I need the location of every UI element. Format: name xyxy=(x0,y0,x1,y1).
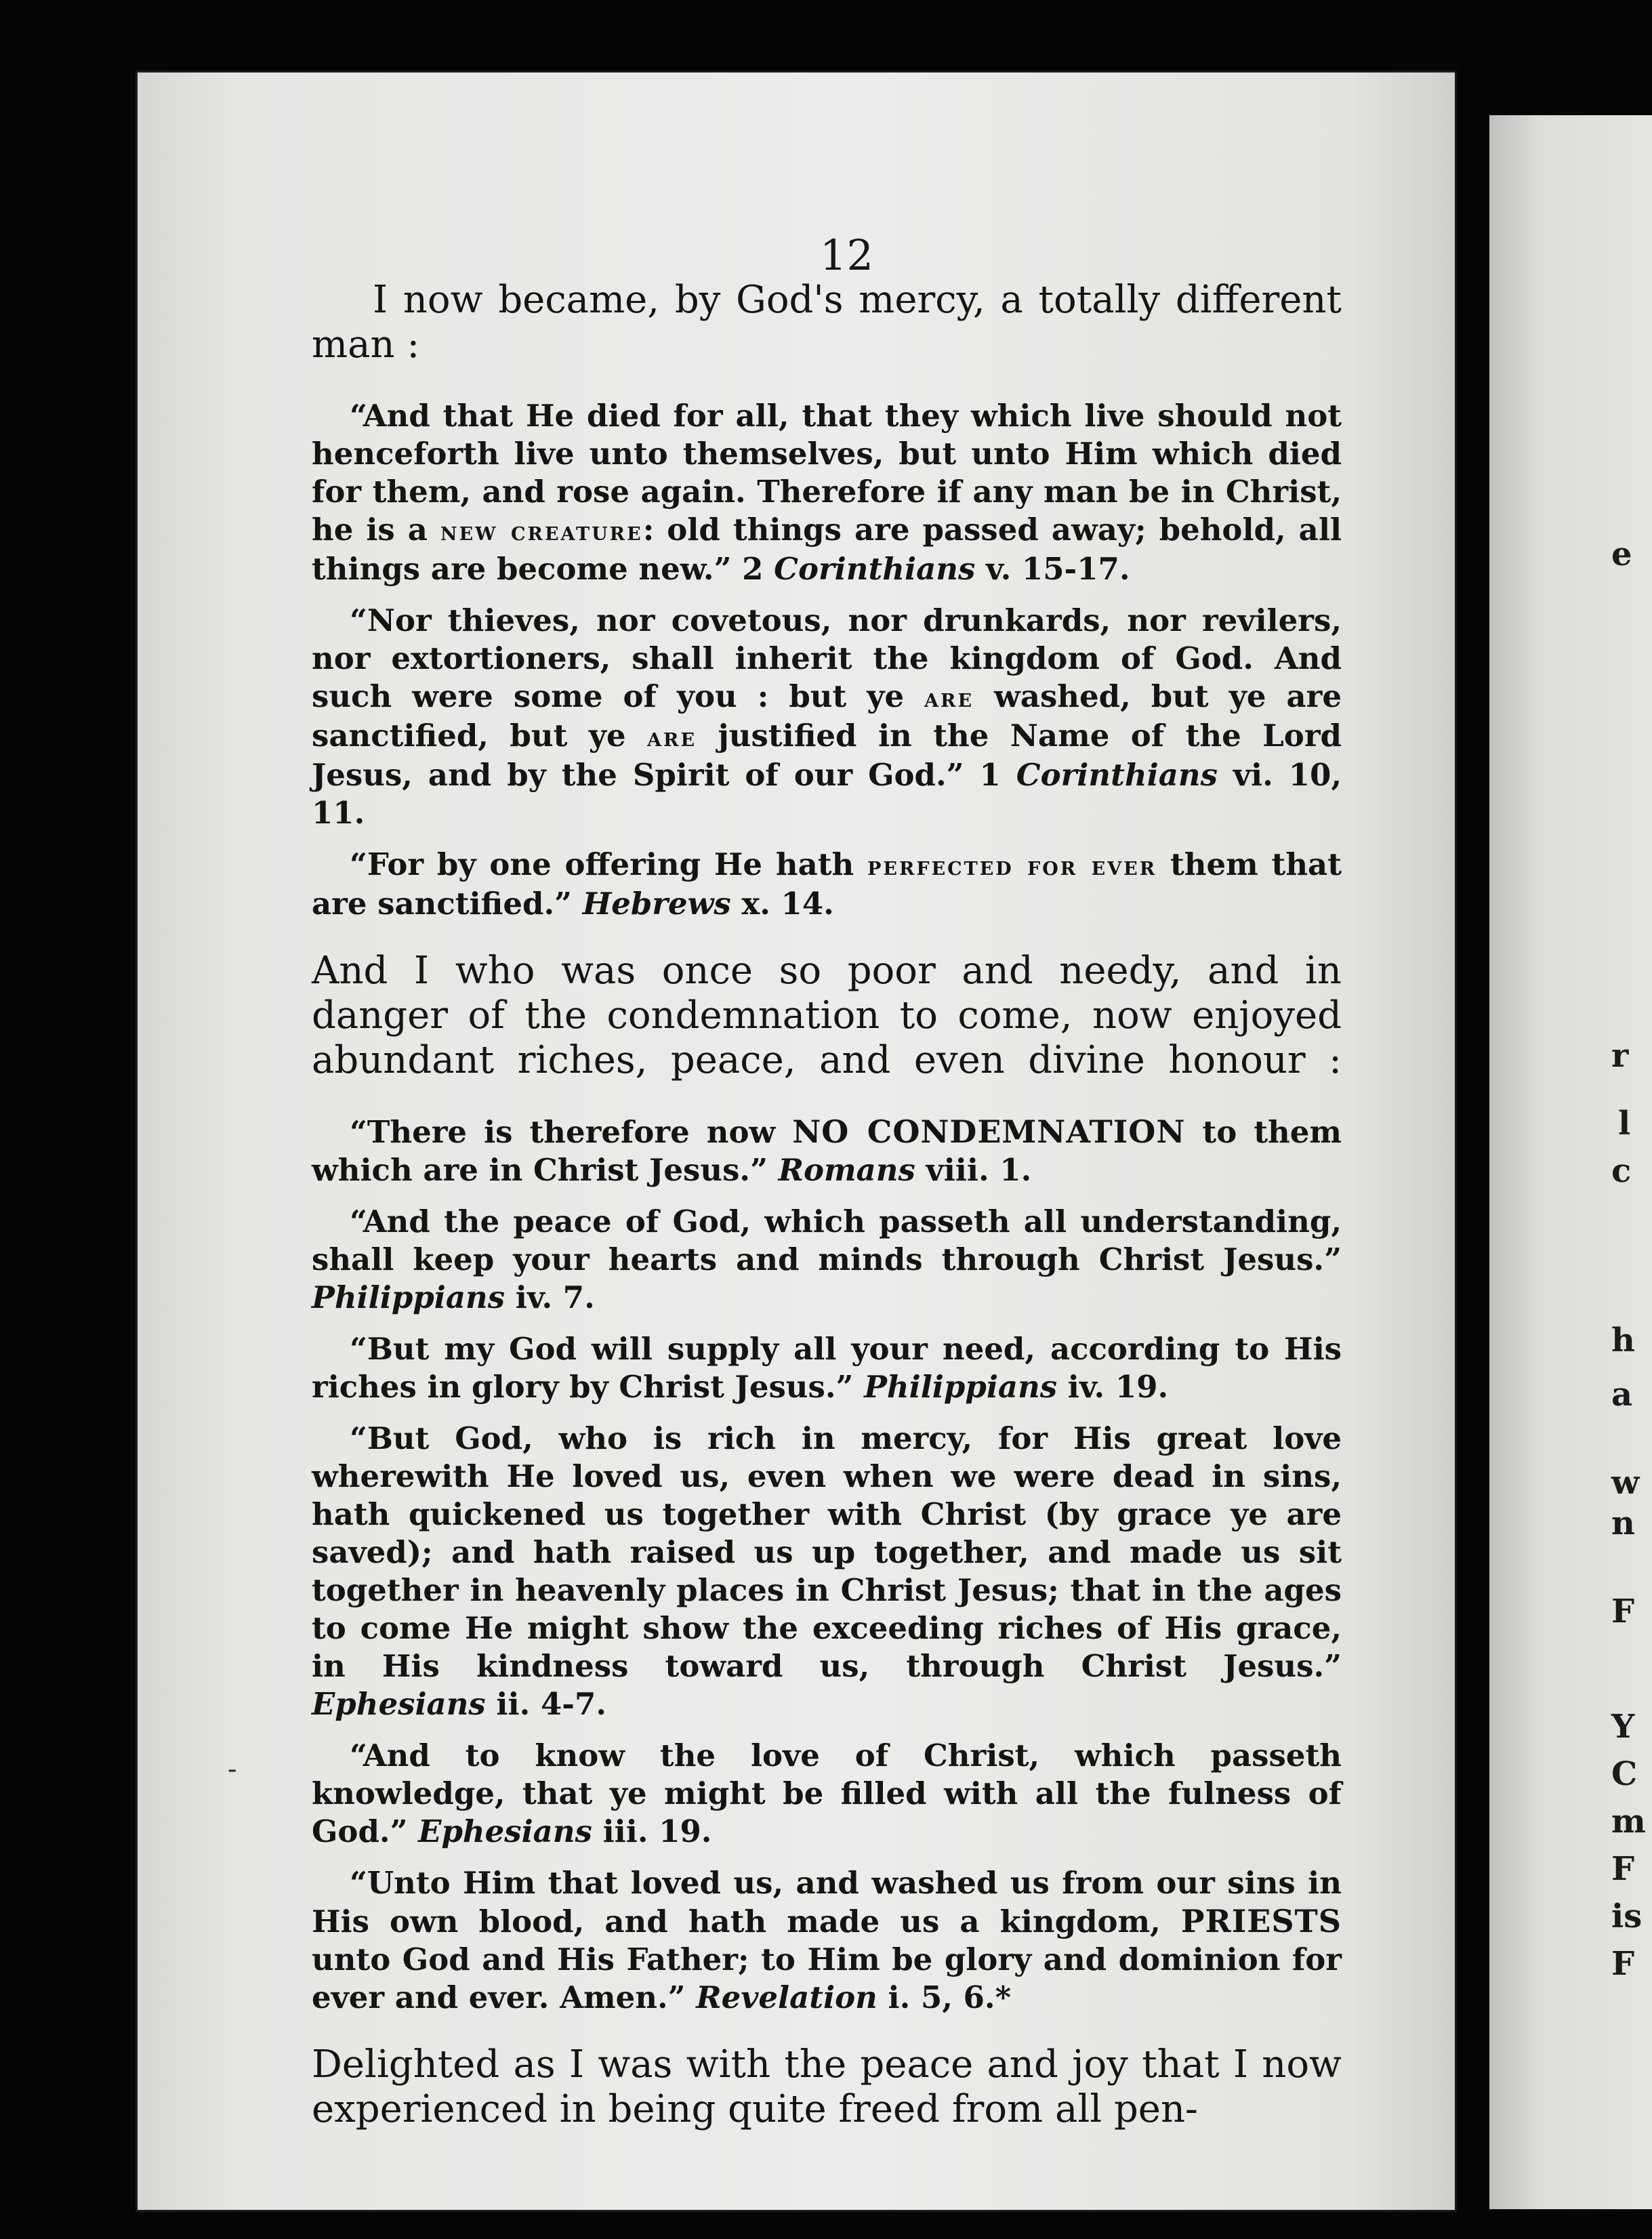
scripture-reference-verse: vi. 10, 11. xyxy=(312,757,1342,831)
scripture-reference-verse: ii. 4-7. xyxy=(485,1686,606,1722)
quote-text: “Nor thieves, nor covetous, nor drunkards, nor revilers, nor extortioners, shall inherit the kingdom of God. And such were some of you : but ye xyxy=(312,602,1342,714)
adjacent-page-letter: e xyxy=(1611,535,1632,573)
quote-text: unto God and His Father; to Him be glory and dominion for ever and ever. Amen.” xyxy=(312,1942,1342,2015)
scripture-quote xyxy=(312,397,1342,588)
scripture-quote xyxy=(312,1737,1342,1851)
scripture-reference: Romans xyxy=(778,1152,915,1188)
emphasis: are xyxy=(647,722,697,752)
adjacent-page-letter: Y xyxy=(1611,1708,1635,1746)
emphasis: are xyxy=(924,682,974,713)
adjacent-page-letter: h xyxy=(1611,1321,1635,1359)
quote-text: “And that He died for all, that they which live should not henceforth live unto themselves, but unto Him which died for them, and rose again. Therefore if any man be in Christ, he is a xyxy=(312,398,1342,548)
quote-text: “There is therefore now xyxy=(350,1114,793,1150)
scripture-reference: Philippians xyxy=(312,1279,505,1315)
quote-text: “And to know the love of Christ, which passeth knowledge, that ye might be filled with all the fulness of God.” xyxy=(312,1738,1342,1849)
adjacent-page-letter: c xyxy=(1611,1152,1632,1190)
scripture-reference: Philippians xyxy=(864,1369,1058,1405)
paragraph: And I who was once so poor and needy, and in danger of the condemnation to come, now enjoyed abundant riches, peace, and even divine honour : xyxy=(312,949,1342,1082)
scripture-reference: Revelation xyxy=(696,1979,877,2015)
adjacent-page-letter: is xyxy=(1611,1897,1643,1935)
scripture-reference: Ephesians xyxy=(312,1686,486,1722)
scripture-reference-verse: iii. 19. xyxy=(592,1813,712,1849)
scripture-quote xyxy=(312,1420,1342,1723)
quote-text: “But God, who is rich in mercy, for His great love wherewith He loved us, even when we were dead in sins, hath quickened us together with Christ (by grace ye are saved); and hath raised us up together, and made us sit together in heavenly places in Christ Jesus; that in the ages to come He might show the exceeding riches of His grace, in His kindness toward us, through Christ Jesus.” xyxy=(312,1420,1342,1684)
quote-text: : old things are passed away; behold, all things are become new.” 2 xyxy=(312,512,1342,587)
adjacent-page-letter: F xyxy=(1611,1593,1635,1630)
page-number: 12 xyxy=(820,230,873,280)
scripture-reference: Hebrews xyxy=(582,886,731,922)
scripture-reference-verse: x. 14. xyxy=(730,886,834,922)
emphasis: NO CONDEMNATION xyxy=(792,1113,1186,1150)
scripture-reference: Ephesians xyxy=(418,1813,592,1849)
adjacent-page-letter: F xyxy=(1611,1850,1635,1888)
margin-mark: - xyxy=(228,1754,237,1785)
quote-text: to them which are in Christ Jesus.” xyxy=(312,1114,1342,1188)
quote-text: justified in the Name of the Lord Jesus, and by the Spirit of our God.” 1 xyxy=(312,718,1342,793)
quote-text: “For by one offering He hath xyxy=(350,846,868,882)
adjacent-page-letter: C xyxy=(1611,1755,1638,1793)
emphasis: new creature xyxy=(440,516,643,546)
scripture-quote xyxy=(312,1203,1342,1317)
quote-text: them that are sanctified.” xyxy=(312,846,1342,922)
scripture-reference-verse: i. 5, 6.* xyxy=(877,1979,1012,2015)
scripture-quote xyxy=(312,1330,1342,1406)
emphasis: perfected for ever xyxy=(867,850,1157,881)
scripture-reference-verse: iv. 19. xyxy=(1057,1369,1169,1405)
adjacent-page-letter: m xyxy=(1611,1803,1646,1841)
emphasis: PRIESTS xyxy=(1180,1903,1342,1939)
scripture-reference-verse: iv. 7. xyxy=(505,1279,595,1315)
adjacent-page-edge xyxy=(1489,115,1652,2209)
adjacent-page-letter: a xyxy=(1611,1376,1633,1414)
scripture-quote xyxy=(312,1113,1342,1189)
page-text xyxy=(312,278,1342,2132)
quote-text: “Unto Him that loved us, and washed us from our sins in His own blood, and hath made us a kingdom, xyxy=(312,1865,1342,1939)
adjacent-page-letter: w xyxy=(1611,1464,1640,1502)
adjacent-page-letter: r xyxy=(1611,1037,1629,1075)
adjacent-page-letter: F xyxy=(1611,1945,1635,1983)
scripture-reference-verse: v. 15-17. xyxy=(975,551,1130,587)
adjacent-page-letter: l xyxy=(1618,1105,1631,1143)
scripture-quote xyxy=(312,1864,1342,2017)
paragraph: I now became, by God's mercy, a totally different man : xyxy=(312,278,1342,367)
adjacent-page-letter: n xyxy=(1611,1504,1635,1542)
scripture-quote xyxy=(312,602,1342,832)
quote-text: “And the peace of God, which passeth all understanding, shall keep your hearts and minds through Christ Jesus.” xyxy=(312,1204,1342,1277)
scripture-quote xyxy=(312,846,1342,923)
scripture-reference-verse: viii. 1. xyxy=(915,1152,1032,1188)
paragraph: Delighted as I was with the peace and joy that I now experienced in being quite freed from all pen- xyxy=(312,2042,1342,2131)
scripture-reference: Corinthians xyxy=(774,551,976,587)
quote-text: “But my God will supply all your need, according to His riches in glory by Christ Jesus.” xyxy=(312,1331,1342,1405)
scripture-reference: Corinthians xyxy=(1016,757,1218,793)
quote-text: washed, but ye are sanctified, but ye xyxy=(312,678,1342,754)
